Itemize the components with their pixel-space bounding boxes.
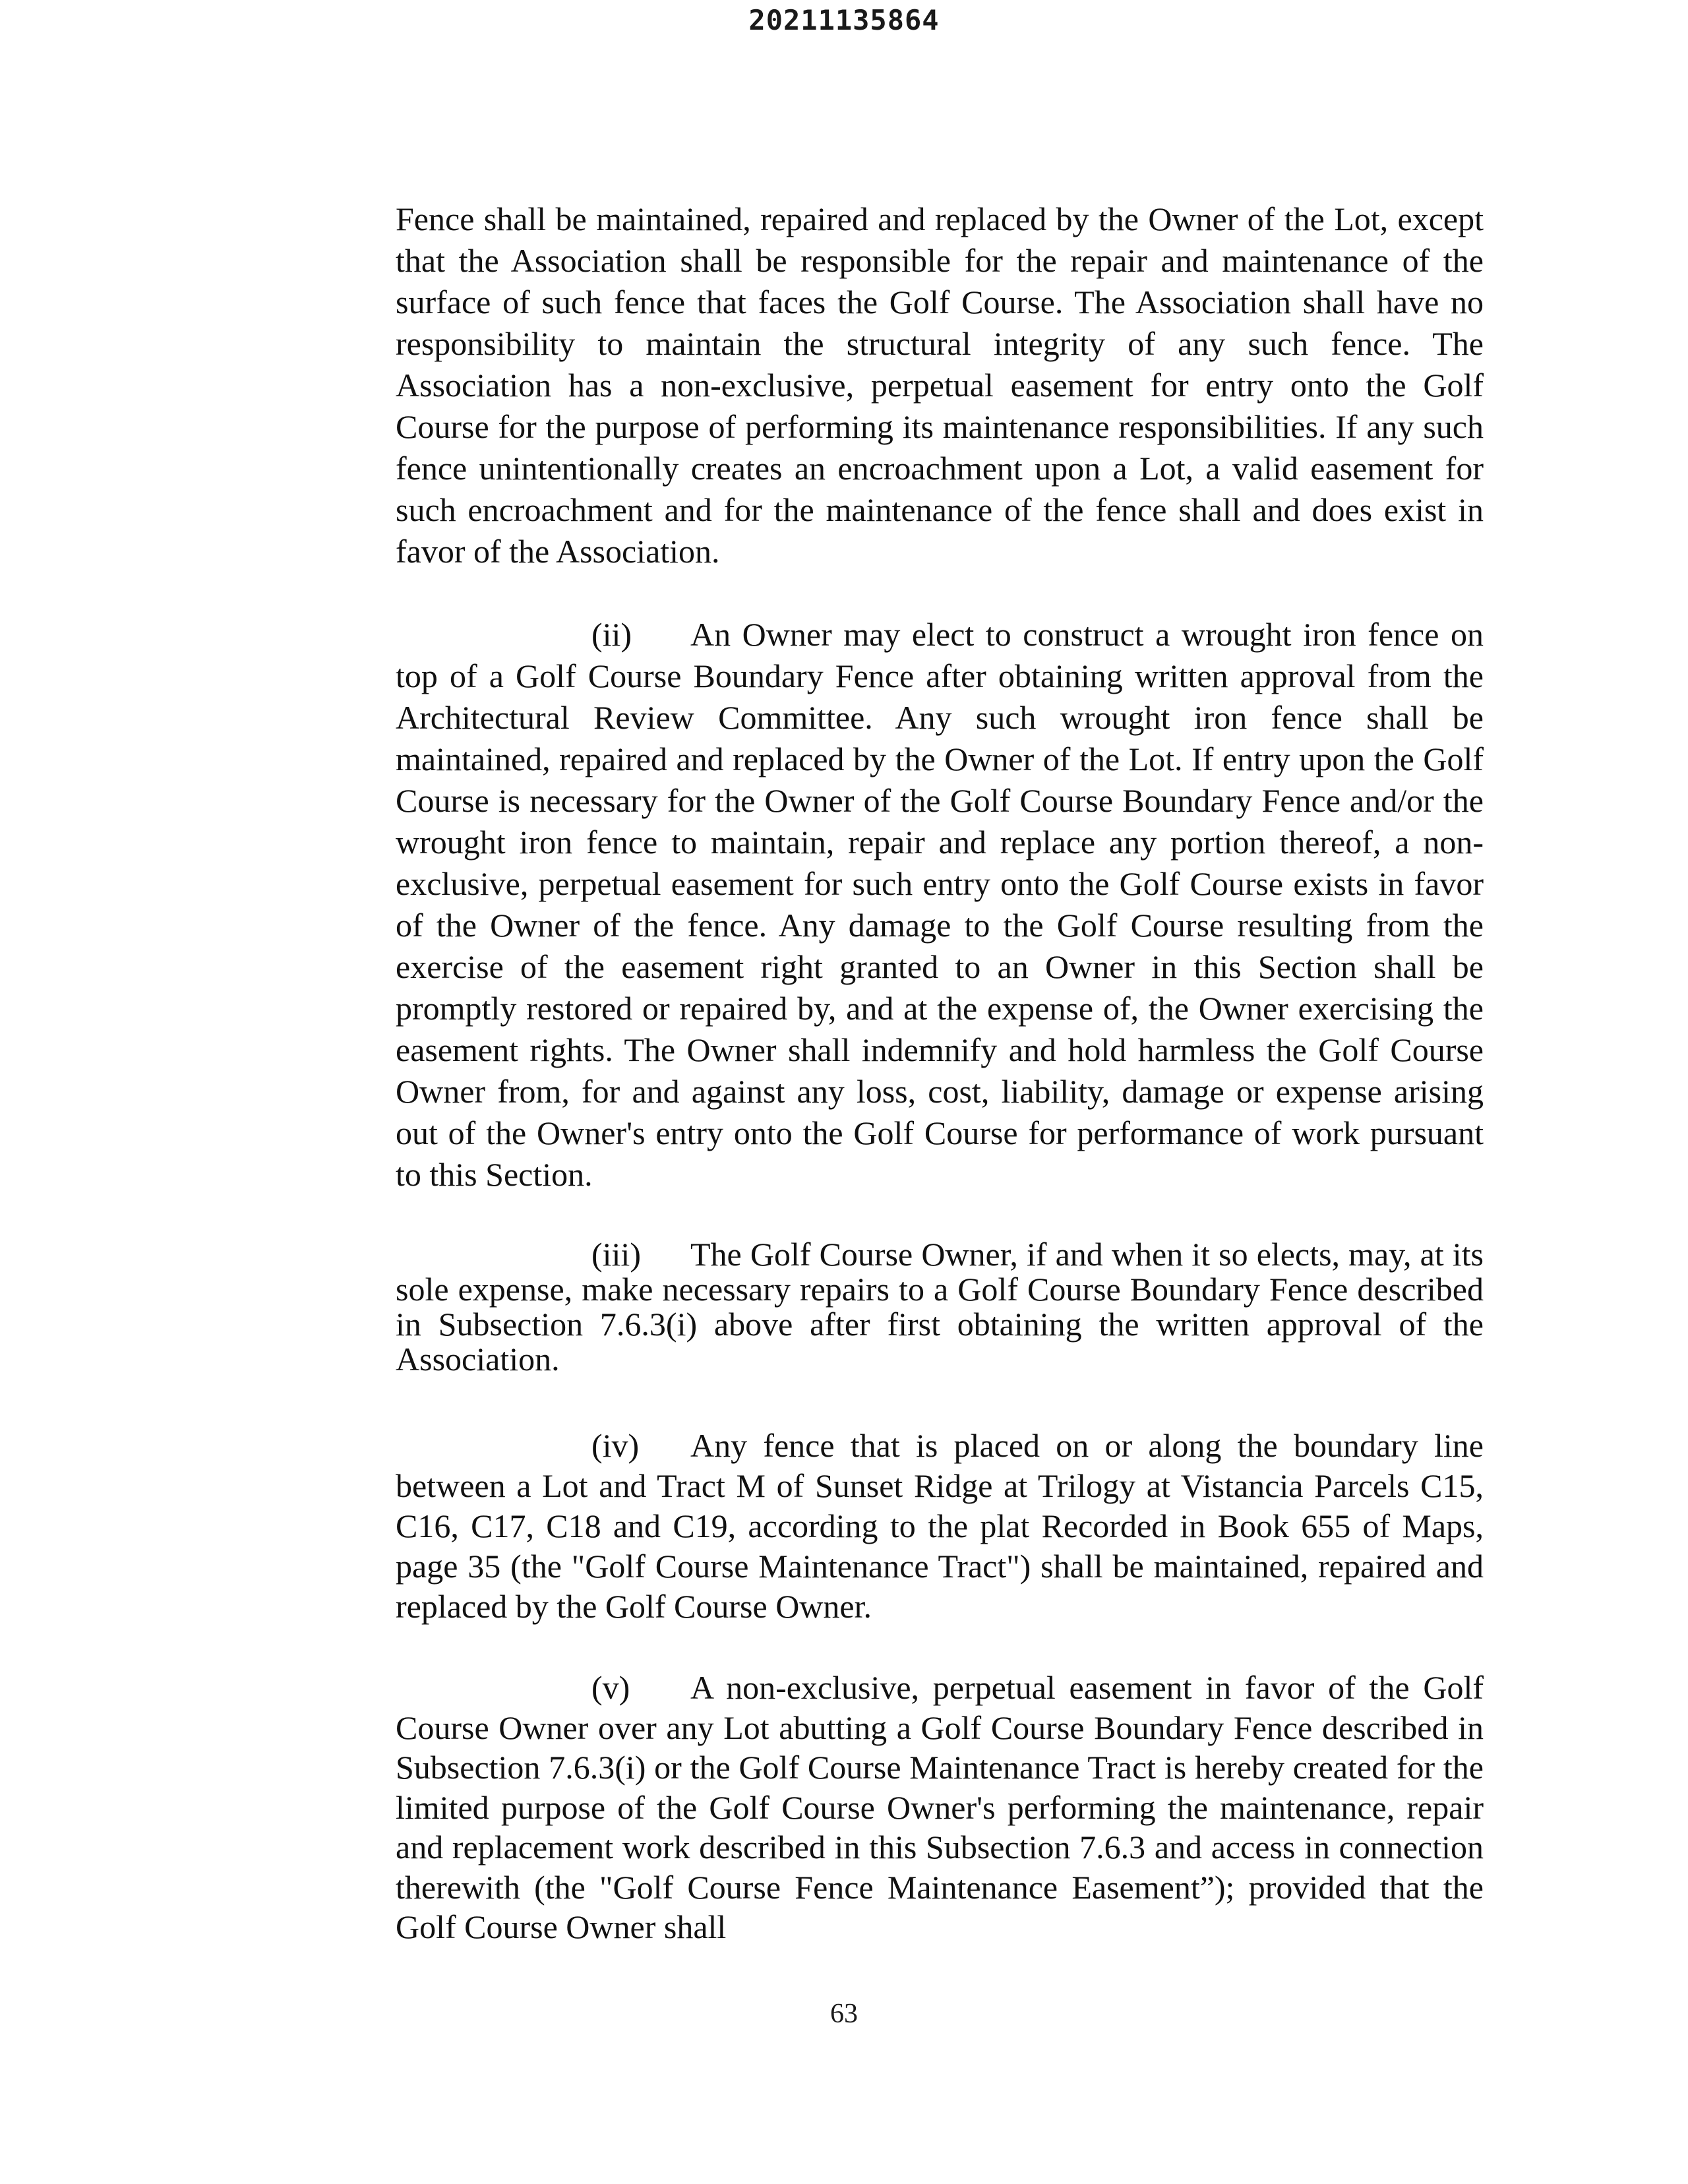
paragraph-iii <box>396 1237 1484 1377</box>
paragraph-text: Fence shall be maintained, repaired and replaced by the Owner of the Lot, except that the Association shall be responsible for the repair and maintenance of the surface of such fence that faces the Golf Course. The Association shall have no responsibility to maintain the structural integrity of any such fence. The Association has a non-exclusive, perpetual easement for entry onto the Golf Course for the purpose of performing its maintenance responsibilities. If any such fence unintentionally creates an encroachment upon a Lot, a valid easement for such encroachment and for the maintenance of the fence shall and does exist in favor of the Association. <box>396 200 1484 570</box>
paragraph-marker: (v) <box>591 1669 630 1706</box>
paragraph-marker: (ii) <box>591 616 632 653</box>
paragraph-text: A non-exclusive, perpetual easement in favor of the Golf Course Owner over any Lot abutting a Golf Course Boundary Fence described in Subsection 7.6.3(i) or the Golf Course Maintenance Tract is hereby created for the limited purpose of the Golf Course Owner's performing the maintenance, repair and replacement work described in this Subsection 7.6.3 and access in connection therewith (the "Golf Course Fence Maintenance Easement”); provided that the Golf Course Owner shall <box>396 1669 1484 1945</box>
paragraph-marker: (iii) <box>591 1236 641 1273</box>
paragraph-text: The Golf Course Owner, if and when it so elects, may, at its sole expense, make necessary repairs to a Golf Course Boundary Fence described in Subsection 7.6.3(i) above after first obtaining the written approval of the Association. <box>396 1236 1484 1378</box>
paragraph-text: An Owner may elect to construct a wrought iron fence on top of a Golf Course Boundary Fence after obtaining written approval from the Architectural Review Committee. Any such wrought iron fence shall be maintained, repaired and replaced by the Owner of the Lot. If entry upon the Golf Course is necessary for the Owner of the Golf Course Boundary Fence and/or the wrought iron fence to maintain, repair and replace any portion thereof, a non-exclusive, perpetual easement for such entry onto the Golf Course exists in favor of the Owner of the fence. Any damage to the Golf Course resulting from the exercise of the easement right granted to an Owner in this Section shall be promptly restored or repaired by, and at the expense of, the Owner exercising the easement rights. The Owner shall indemnify and hold harmless the Golf Course Owner from, for and against any loss, cost, liability, damage or expense arising out of the Owner's entry onto the Golf Course for performance of work pursuant to this Section. <box>396 616 1484 1193</box>
paragraph-iv <box>396 1426 1484 1627</box>
paragraph-ii <box>396 614 1484 1196</box>
page-number: 63 <box>830 1999 858 2029</box>
document-header-number: 20211135864 <box>748 4 940 36</box>
paragraph-continuation <box>396 198 1484 572</box>
paragraph-text: Any fence that is placed on or along the boundary line between a Lot and Tract M of Sunset Ridge at Trilogy at Vistancia Parcels C15, C16, C17, C18 and C19, according to the plat Recorded in Book 655 of Maps, page 35 (the "Golf Course Maintenance Tract") shall be maintained, repaired and replaced by the Golf Course Owner. <box>396 1427 1484 1625</box>
paragraph-v <box>396 1668 1484 1947</box>
paragraph-marker: (iv) <box>591 1427 640 1464</box>
